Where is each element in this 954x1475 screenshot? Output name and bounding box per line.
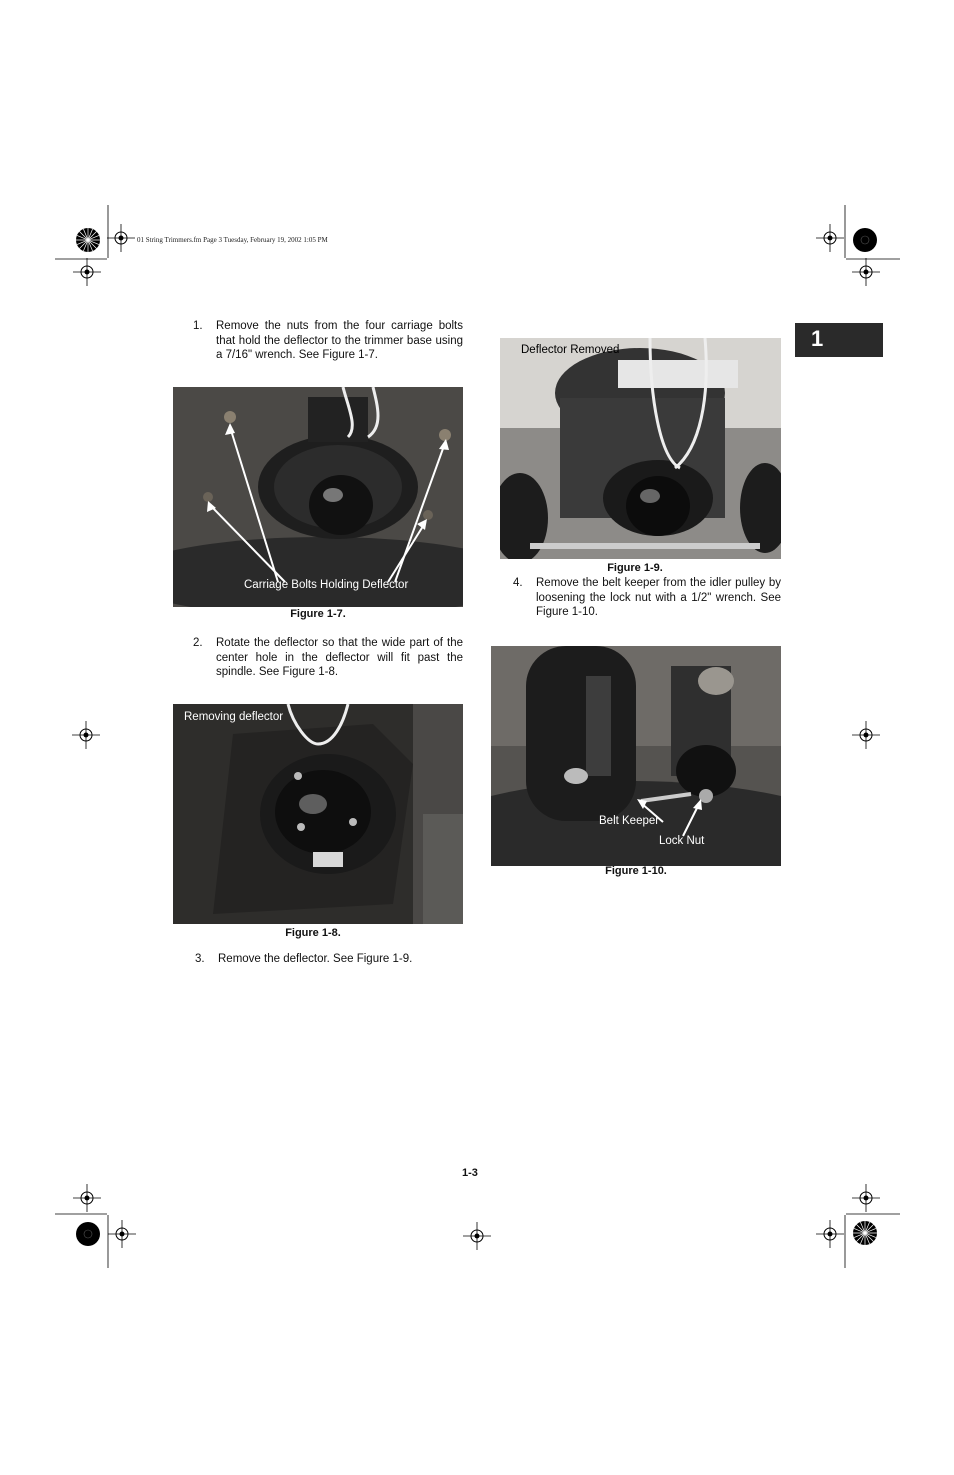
figure-1-7-caption: Figure 1-7. [290,608,346,620]
step-number: 2. [193,637,203,649]
step-text: Rotate the deflector so that the wide part of the center hole in the deflector will fit past the spindle. See Figure 1-8. [216,637,463,678]
step-number: 4. [513,577,523,589]
figure-1-10-belt-keeper-label: Belt Keeper [599,815,660,827]
figure-1-10-caption: Figure 1-10. [605,865,667,877]
chapter-tab [795,323,883,357]
step-text: Remove the nuts from the four carriage bolts that hold the deflector to the trimmer base using a 7/16" wrench. See Figure 1-7. [216,320,463,361]
figure-1-9-photo [500,338,781,559]
figure-1-8-photo [173,704,463,924]
print-header: 01 String Trimmers.fm Page 3 Tuesday, February 19, 2002 1:05 PM [137,236,328,244]
figure-1-10-lock-nut-label: Lock Nut [659,835,705,847]
step-number: 3. [195,953,205,965]
step-2 [193,636,463,680]
figure-1-9-caption: Figure 1-9. [607,562,663,574]
figure-1-9-label: Deflector Removed [521,344,620,356]
step-4 [513,576,781,620]
step-text: Remove the belt keeper from the idler pulley by loosening the lock nut with a 1/2" wrench. See Figure 1-10. [536,577,781,618]
chapter-number: 1 [811,326,824,351]
step-3 [195,952,465,967]
page-number: 1-3 [462,1167,478,1179]
step-text: Remove the deflector. See Figure 1-9. [218,953,413,965]
step-1 [193,319,463,363]
figure-1-10-photo [491,646,781,866]
figure-1-8-caption: Figure 1-8. [285,927,341,939]
step-number: 1. [193,320,203,332]
figure-1-7-label: Carriage Bolts Holding Deflector [244,579,409,591]
figure-1-8-label: Removing deflector [184,711,284,723]
figure-1-7-photo [173,387,463,607]
